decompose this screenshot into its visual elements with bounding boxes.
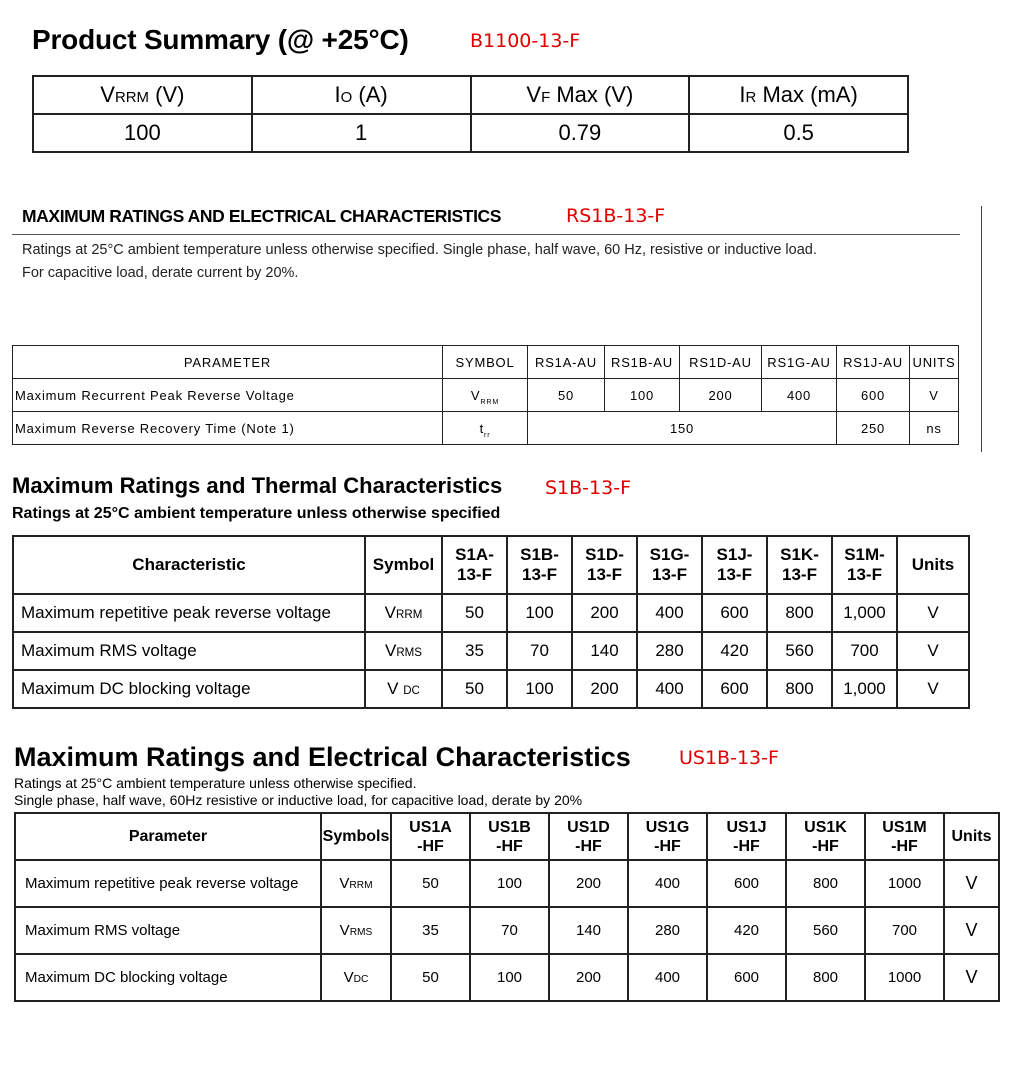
value-cell: 420 <box>702 632 767 670</box>
value-cell: 1,000 <box>832 670 897 708</box>
thermal-ratings-table <box>12 535 970 709</box>
value-cell: 100 <box>470 954 549 1001</box>
symbol-cell: V DC <box>365 670 442 708</box>
value-cell: 600 <box>707 954 786 1001</box>
unit-cell: V <box>944 954 999 1001</box>
value-cell: 420 <box>707 907 786 954</box>
parameter-cell: Maximum Reverse Recovery Time (Note 1) <box>13 412 443 445</box>
header-cell: RS1B-AU <box>605 346 680 379</box>
value-cell: 250 <box>837 412 910 445</box>
value-cell: 50 <box>391 860 470 907</box>
value-cell: 200 <box>549 954 628 1001</box>
value-cell: 35 <box>442 632 507 670</box>
table-header-row <box>33 76 908 114</box>
value-cell: 1 <box>252 114 471 152</box>
unit-cell: ns <box>910 412 959 445</box>
header-cell: Units <box>944 813 999 860</box>
symbol-cell: $V_{RRM}$ <box>443 379 528 412</box>
parameter-cell: Maximum repetitive peak reverse voltage <box>13 594 365 632</box>
note-text: For capacitive load, derate current by 20%. <box>22 265 299 281</box>
header-cell: S1K- 13-F <box>767 536 832 594</box>
value-cell: 400 <box>637 670 702 708</box>
header-cell: US1M -HF <box>865 813 944 860</box>
header-cell: US1A -HF <box>391 813 470 860</box>
value-cell: 800 <box>786 954 865 1001</box>
unit-cell: V <box>944 860 999 907</box>
table-row <box>13 632 969 670</box>
header-cell: UNITS <box>910 346 959 379</box>
header-cell: PARAMETER <box>13 346 443 379</box>
table-row <box>13 670 969 708</box>
table-row <box>33 114 908 152</box>
value-cell: 0.5 <box>689 114 908 152</box>
symbol-cell: VDC <box>321 954 391 1001</box>
table-header-row <box>13 346 959 379</box>
symbol-cell: VRMS <box>321 907 391 954</box>
header-cell: Units <box>897 536 969 594</box>
note-text: Ratings at 25°C ambient temperature unless otherwise specified. <box>14 775 417 791</box>
unit-cell: V <box>897 670 969 708</box>
header-cell: S1A- 13-F <box>442 536 507 594</box>
parameter-cell: Maximum repetitive peak reverse voltage <box>15 860 321 907</box>
part-number-label: B1100-13-F <box>470 30 581 52</box>
value-cell: 200 <box>572 594 637 632</box>
value-cell: 800 <box>767 670 832 708</box>
table-header-row <box>13 536 969 594</box>
unit-cell: V <box>897 632 969 670</box>
value-cell: 100 <box>507 670 572 708</box>
value-cell: 50 <box>528 379 605 412</box>
header-cell: US1G -HF <box>628 813 707 860</box>
value-cell: 280 <box>637 632 702 670</box>
symbol-cell: VRRM <box>321 860 391 907</box>
value-cell: 400 <box>628 860 707 907</box>
header-cell: VF Max (V) <box>471 76 690 114</box>
value-cell: 600 <box>707 860 786 907</box>
symbol-cell: $t_{rr}$ <box>443 412 528 445</box>
value-cell: 560 <box>786 907 865 954</box>
header-cell: Symbol <box>365 536 442 594</box>
value-cell: 100 <box>33 114 252 152</box>
parameter-cell: Maximum Recurrent Peak Reverse Voltage <box>13 379 443 412</box>
value-cell: 0.79 <box>471 114 690 152</box>
value-cell: 1000 <box>865 860 944 907</box>
value-cell: 50 <box>391 954 470 1001</box>
section-title: Maximum Ratings and Electrical Characteristics <box>14 742 631 772</box>
section-subtitle: Ratings at 25°C ambient temperature unless otherwise specified <box>12 505 501 522</box>
header-cell: Symbols <box>321 813 391 860</box>
value-cell: 700 <box>865 907 944 954</box>
value-cell: 200 <box>572 670 637 708</box>
value-cell: 200 <box>549 860 628 907</box>
part-number-label: RS1B-13-F <box>566 205 666 227</box>
header-cell: RS1D-AU <box>680 346 762 379</box>
value-cell: 140 <box>549 907 628 954</box>
value-cell: 700 <box>832 632 897 670</box>
section-title: MAXIMUM RATINGS AND ELECTRICAL CHARACTERISTICS <box>22 206 502 226</box>
value-cell: 150 <box>528 412 837 445</box>
table-row <box>13 412 959 445</box>
note-text: Ratings at 25°C ambient temperature unless otherwise specified. Single phase, half wave, 60 Hz, resistive or inductive load. <box>22 242 817 258</box>
parameter-cell: Maximum DC blocking voltage <box>13 670 365 708</box>
product-summary-table <box>32 75 909 153</box>
symbol-cell: VRRM <box>365 594 442 632</box>
header-cell: RS1A-AU <box>528 346 605 379</box>
value-cell: 400 <box>628 954 707 1001</box>
header-cell: US1K -HF <box>786 813 865 860</box>
header-cell: VRRM (V) <box>33 76 252 114</box>
table-header-row <box>15 813 999 860</box>
value-cell: 35 <box>391 907 470 954</box>
value-cell: 100 <box>470 860 549 907</box>
note-text: Single phase, half wave, 60Hz resistive or inductive load, for capacitive load, derate by 20% <box>14 792 583 808</box>
header-cell: S1G- 13-F <box>637 536 702 594</box>
header-cell: S1B- 13-F <box>507 536 572 594</box>
value-cell: 1000 <box>865 954 944 1001</box>
header-cell: RS1G-AU <box>762 346 837 379</box>
value-cell: 400 <box>637 594 702 632</box>
table-row <box>13 594 969 632</box>
value-cell: 100 <box>605 379 680 412</box>
unit-cell: V <box>897 594 969 632</box>
value-cell: 50 <box>442 594 507 632</box>
value-cell: 560 <box>767 632 832 670</box>
parameter-cell: Maximum DC blocking voltage <box>15 954 321 1001</box>
table-row <box>13 379 959 412</box>
part-number-label: US1B-13-F <box>679 747 779 769</box>
value-cell: 50 <box>442 670 507 708</box>
table-row <box>15 860 999 907</box>
value-cell: 140 <box>572 632 637 670</box>
value-cell: 70 <box>507 632 572 670</box>
value-cell: 100 <box>507 594 572 632</box>
product-summary-title: Product Summary (@ +25°C) <box>32 24 409 55</box>
header-cell: S1M- 13-F <box>832 536 897 594</box>
divider <box>12 234 960 235</box>
header-cell: US1J -HF <box>707 813 786 860</box>
header-cell: S1J- 13-F <box>702 536 767 594</box>
value-cell: 800 <box>786 860 865 907</box>
value-cell: 1,000 <box>832 594 897 632</box>
parameter-cell: Maximum RMS voltage <box>13 632 365 670</box>
value-cell: 280 <box>628 907 707 954</box>
header-cell: IR Max (mA) <box>689 76 908 114</box>
header-cell: S1D- 13-F <box>572 536 637 594</box>
divider <box>981 206 982 452</box>
electrical-ratings-table <box>14 812 1000 1002</box>
header-cell: IO (A) <box>252 76 471 114</box>
unit-cell: V <box>944 907 999 954</box>
header-cell: Characteristic <box>13 536 365 594</box>
header-cell: SYMBOL <box>443 346 528 379</box>
part-number-label: S1B-13-F <box>545 477 632 499</box>
value-cell: 400 <box>762 379 837 412</box>
value-cell: 600 <box>702 594 767 632</box>
header-cell: RS1J-AU <box>837 346 910 379</box>
unit-cell: V <box>910 379 959 412</box>
header-cell: Parameter <box>15 813 321 860</box>
header-cell: US1D -HF <box>549 813 628 860</box>
value-cell: 70 <box>470 907 549 954</box>
symbol-cell: VRMS <box>365 632 442 670</box>
value-cell: 600 <box>702 670 767 708</box>
value-cell: 600 <box>837 379 910 412</box>
value-cell: 200 <box>680 379 762 412</box>
parameter-cell: Maximum RMS voltage <box>15 907 321 954</box>
table-row <box>15 907 999 954</box>
header-cell: US1B -HF <box>470 813 549 860</box>
section-title: Maximum Ratings and Thermal Characteristics <box>12 473 503 498</box>
ratings-table <box>12 345 959 445</box>
value-cell: 800 <box>767 594 832 632</box>
table-row <box>15 954 999 1001</box>
